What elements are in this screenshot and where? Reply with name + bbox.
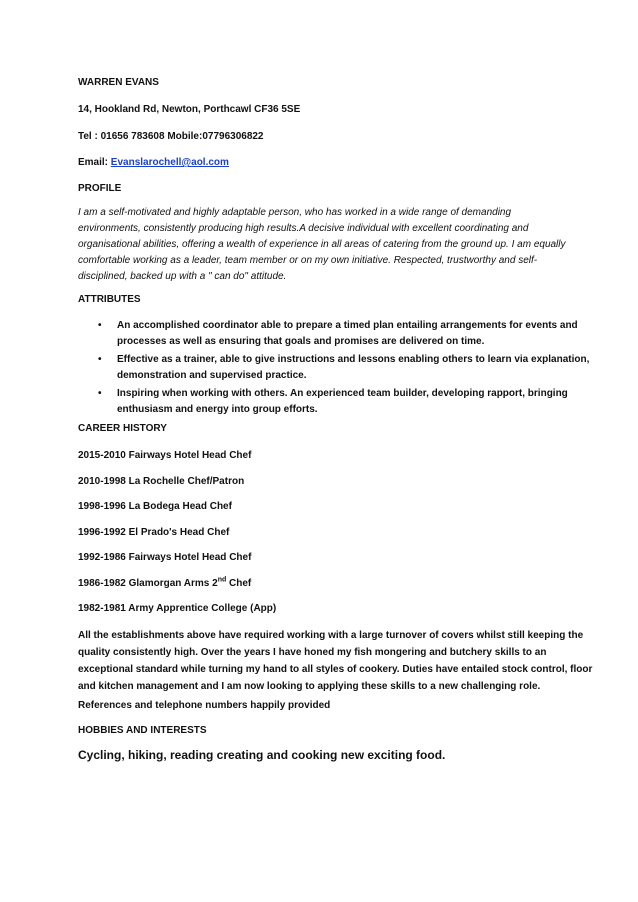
attribute-line: demonstration and supervised practice. — [117, 370, 307, 381]
attribute-item — [78, 352, 590, 384]
summary-line: and kitchen management and I am now looking to applying these skills to a new challenging role. — [78, 681, 541, 692]
career-entry-text: 1986-1982 Glamorgan Arms 2 — [78, 578, 218, 589]
attributes-heading: ATTRIBUTES — [78, 294, 141, 305]
profile-line: disciplined, backed up with a " can do" attitude. — [78, 271, 287, 282]
email-label: Email: — [78, 157, 109, 168]
summary-line: All the establishments above have required working with a large turnover of covers whilst still keeping the — [78, 630, 584, 641]
career-entry: 1992-1986 Fairways Hotel Head Chef — [78, 552, 252, 563]
career-entry: 1982-1981 Army Apprentice College (App) — [78, 603, 277, 614]
career-entry — [78, 578, 251, 589]
attribute-line: An accomplished coordinator able to prepare a timed plan entailing arrangements for events and — [117, 320, 578, 331]
career-summary — [78, 627, 593, 695]
attributes-list — [78, 318, 590, 424]
summary-line: quality consistently high. Over the years I have honed my fish mongering and butchery skills to an — [78, 647, 547, 658]
ordinal-suffix: nd — [217, 576, 227, 584]
attribute-item — [78, 386, 578, 418]
email-line — [78, 157, 229, 168]
bullet-icon: • — [98, 320, 102, 331]
bullet-icon: • — [98, 388, 102, 399]
attribute-line: processes as well as ensuring that goals and promises are delivered on time. — [117, 336, 485, 347]
summary-line: exceptional standard while turning my hand to all styles of cookery. Duties have entailed stock control, floor — [78, 664, 593, 675]
candidate-name: WARREN EVANS — [78, 77, 159, 88]
career-entry: 2010-1998 La Rochelle Chef/Patron — [78, 476, 245, 487]
career-entry: 2015-2010 Fairways Hotel Head Chef — [78, 450, 252, 461]
email-link[interactable]: Evanslarochell@aol.com — [110, 157, 229, 168]
attribute-line: Inspiring when working with others. An experienced team builder, developing rapport, bringing — [117, 388, 568, 399]
attribute-item — [78, 318, 578, 350]
profile-line: organisational abilities, offering a wealth of experience in all areas of catering from the ground up. I am equally — [78, 239, 566, 250]
profile-heading: PROFILE — [78, 183, 122, 194]
profile-line: environments, consistently producing high results.A decisive individual with excellent coordinating and — [78, 223, 529, 234]
career-heading: CAREER HISTORY — [78, 423, 167, 434]
profile-line: comfortable working as a leader, team member or on my own initiative. Respected, trustworthy and self- — [78, 255, 538, 266]
career-entry-role: Chef — [226, 578, 252, 589]
career-entry: 1996-1992 El Prado's Head Chef — [78, 527, 230, 538]
bullet-icon: • — [98, 354, 102, 365]
hobbies-heading: HOBBIES AND INTERESTS — [78, 725, 207, 736]
phone-line: Tel : 01656 783608 Mobile:07796306822 — [78, 131, 264, 142]
attribute-line: enthusiasm and energy into group efforts. — [117, 404, 318, 415]
profile-text — [78, 205, 578, 285]
hobbies-text: Cycling, hiking, reading creating and cooking new exciting food. — [78, 748, 446, 762]
profile-line: I am a self-motivated and highly adaptable person, who has worked in a wide range of demanding — [78, 207, 512, 218]
references-note: References and telephone numbers happily provided — [78, 700, 331, 711]
career-entry: 1998-1996 La Bodega Head Chef — [78, 501, 232, 512]
address-line: 14, Hookland Rd, Newton, Porthcawl CF36 5SE — [78, 104, 301, 115]
attribute-line: Effective as a trainer, able to give instructions and lessons enabling others to learn via explanation, — [117, 354, 590, 365]
